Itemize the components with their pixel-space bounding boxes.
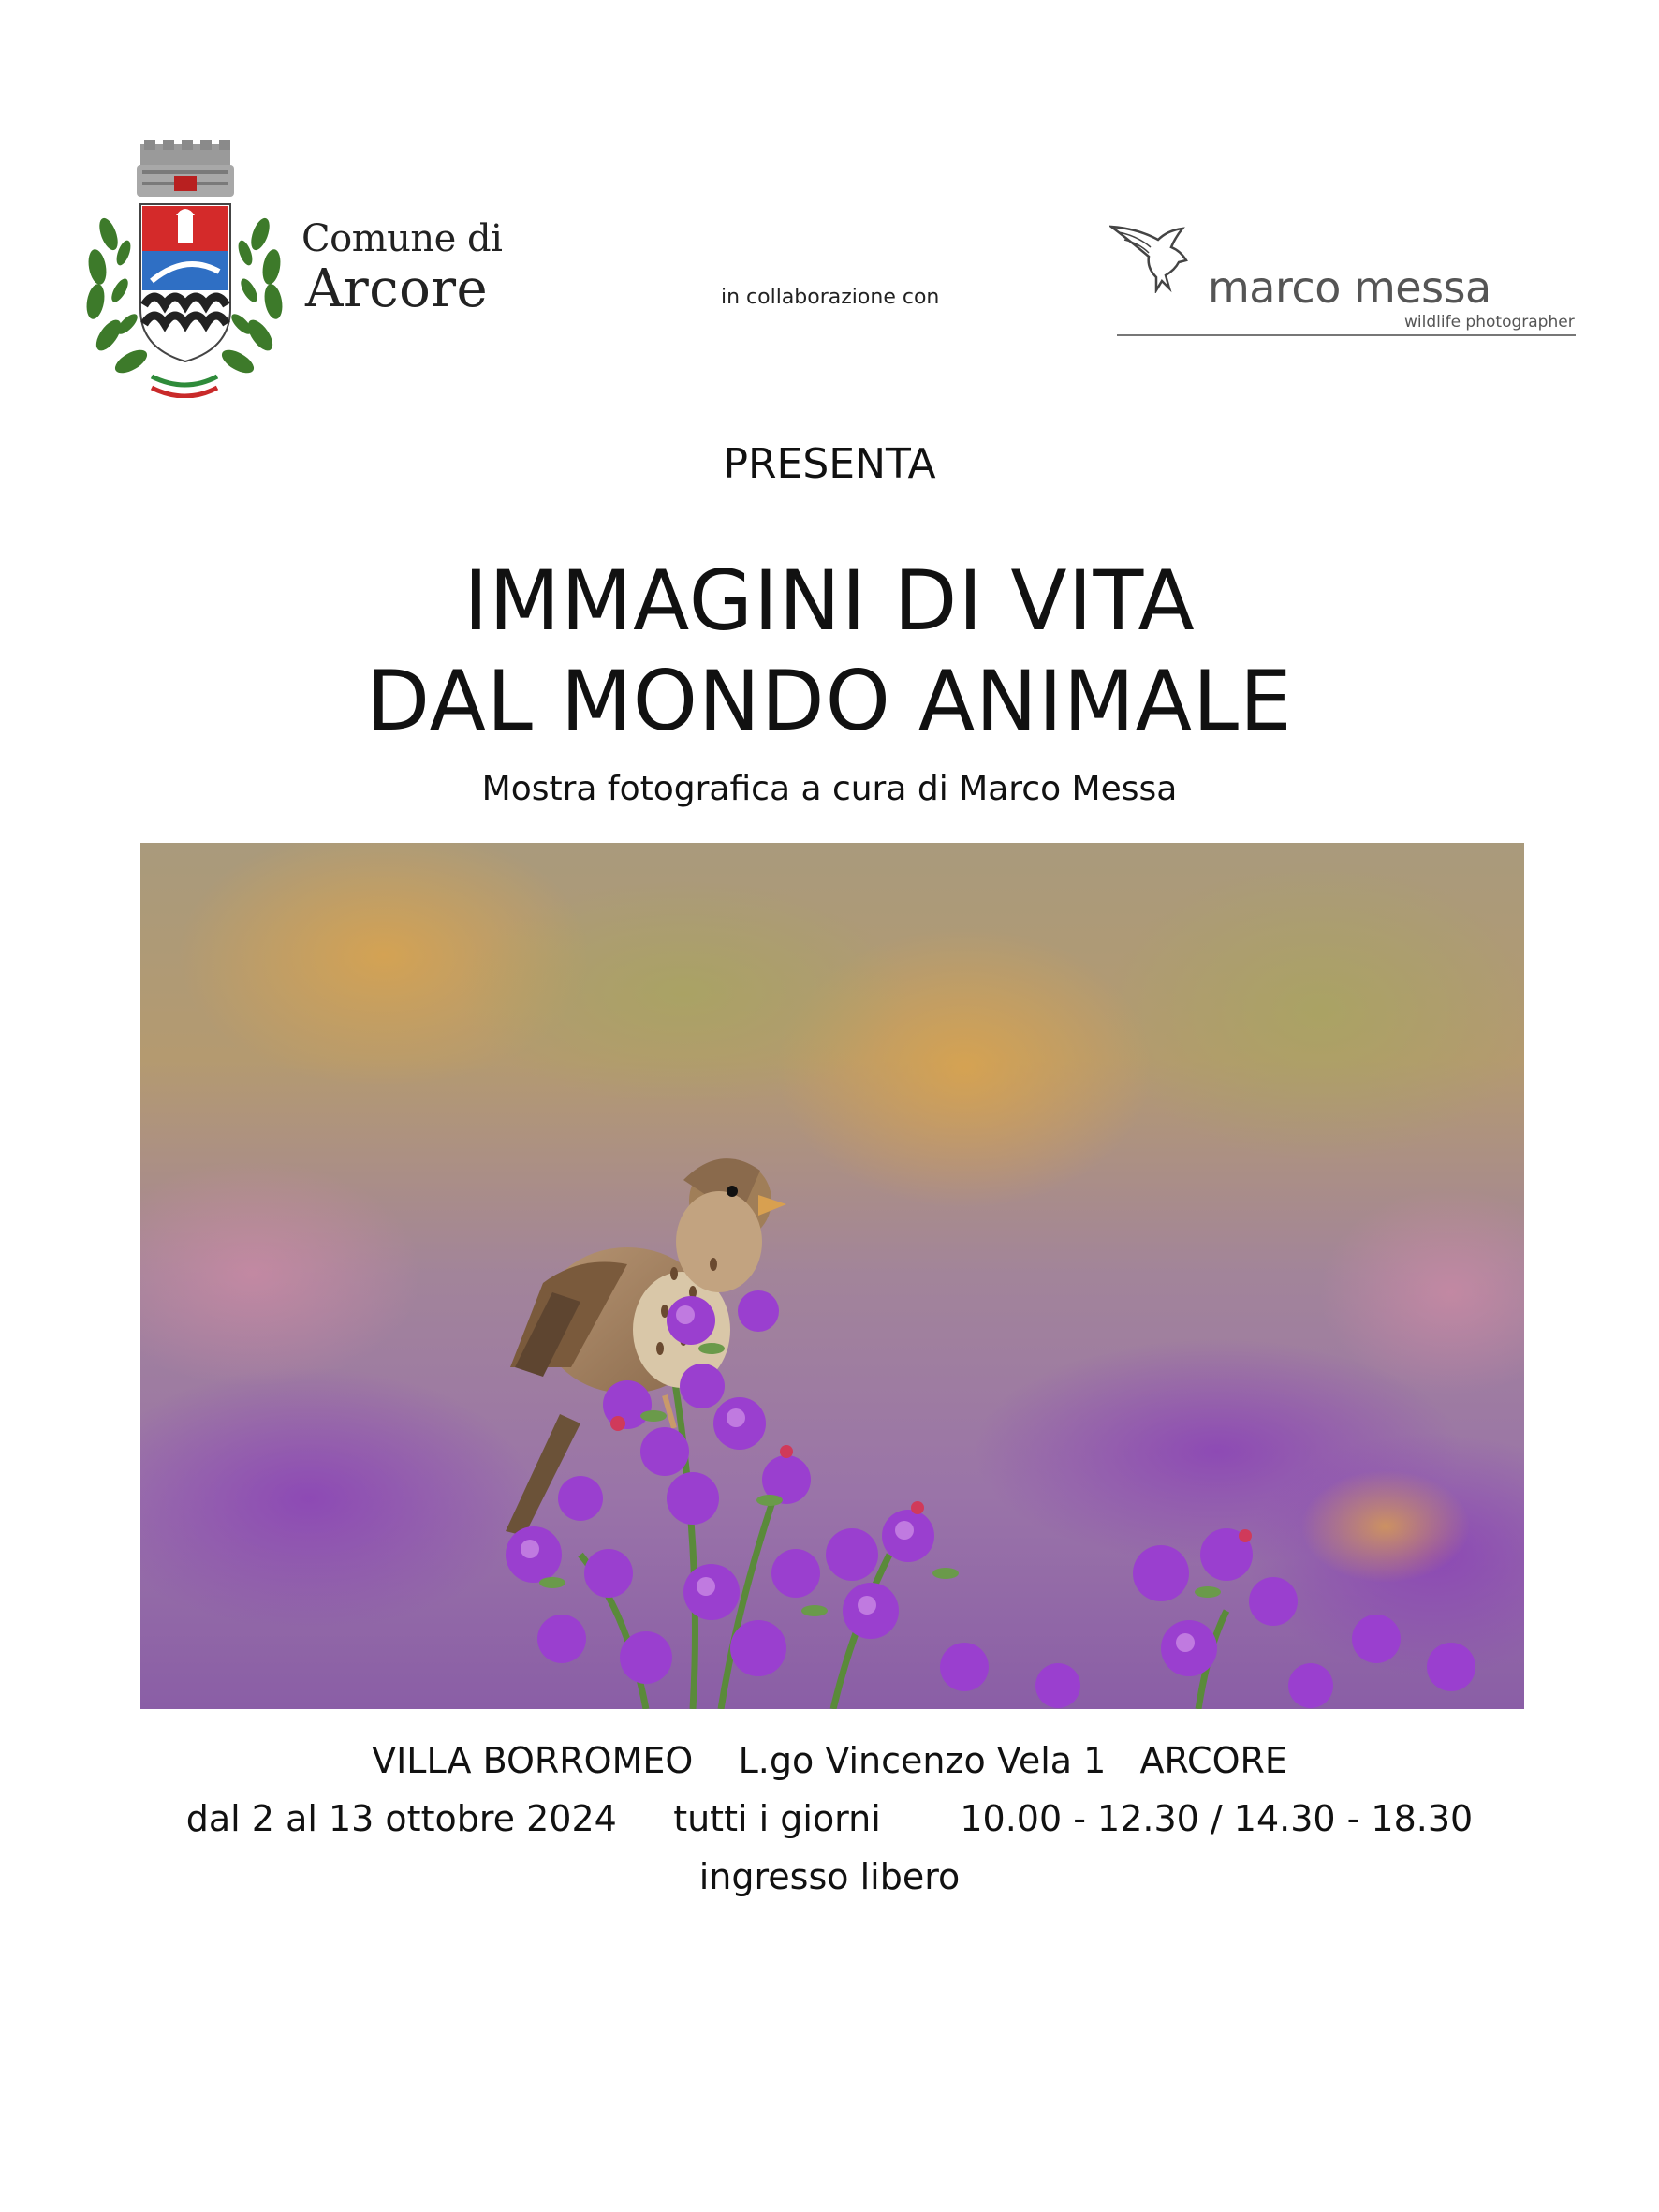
- venue-line: [0, 1740, 1659, 1781]
- schedule-line: [0, 1798, 1659, 1839]
- comune-name-line2: Arcore: [305, 258, 489, 319]
- entry-info: ingresso libero: [698, 1856, 961, 1897]
- partner-logo-tagline: wildlife photographer: [1404, 313, 1575, 332]
- exhibition-subtitle: Mostra fotografica a cura di Marco Messa: [481, 770, 1178, 808]
- collaboration-text: in collaborazione con: [721, 286, 940, 309]
- bird-on-purple-flowers-photo: [140, 843, 1524, 1709]
- venue-address: L.go Vincenzo Vela 1: [738, 1740, 1107, 1781]
- venue-city: ARCORE: [1139, 1740, 1287, 1781]
- partner-logo-name: marco messa: [1208, 262, 1491, 313]
- schedule-hours: 10.00 - 12.30 / 14.30 - 18.30: [960, 1798, 1474, 1839]
- partner-logo-underline: [1117, 334, 1576, 336]
- comune-name-line1: Comune di: [301, 217, 503, 260]
- comune-arcore-crest-icon: [77, 140, 292, 398]
- venue-place: VILLA BORROMEO: [372, 1740, 694, 1781]
- schedule-days: tutti i giorni: [673, 1798, 881, 1839]
- schedule-dates: dal 2 al 13 ottobre 2024: [185, 1798, 617, 1839]
- exhibition-title-line2: DAL MONDO ANIMALE: [366, 653, 1293, 749]
- presenta-label: PRESENTA: [723, 440, 936, 488]
- flying-bird-icon: [1109, 223, 1212, 293]
- exhibition-title-line1: IMMAGINI DI VITA: [463, 553, 1196, 649]
